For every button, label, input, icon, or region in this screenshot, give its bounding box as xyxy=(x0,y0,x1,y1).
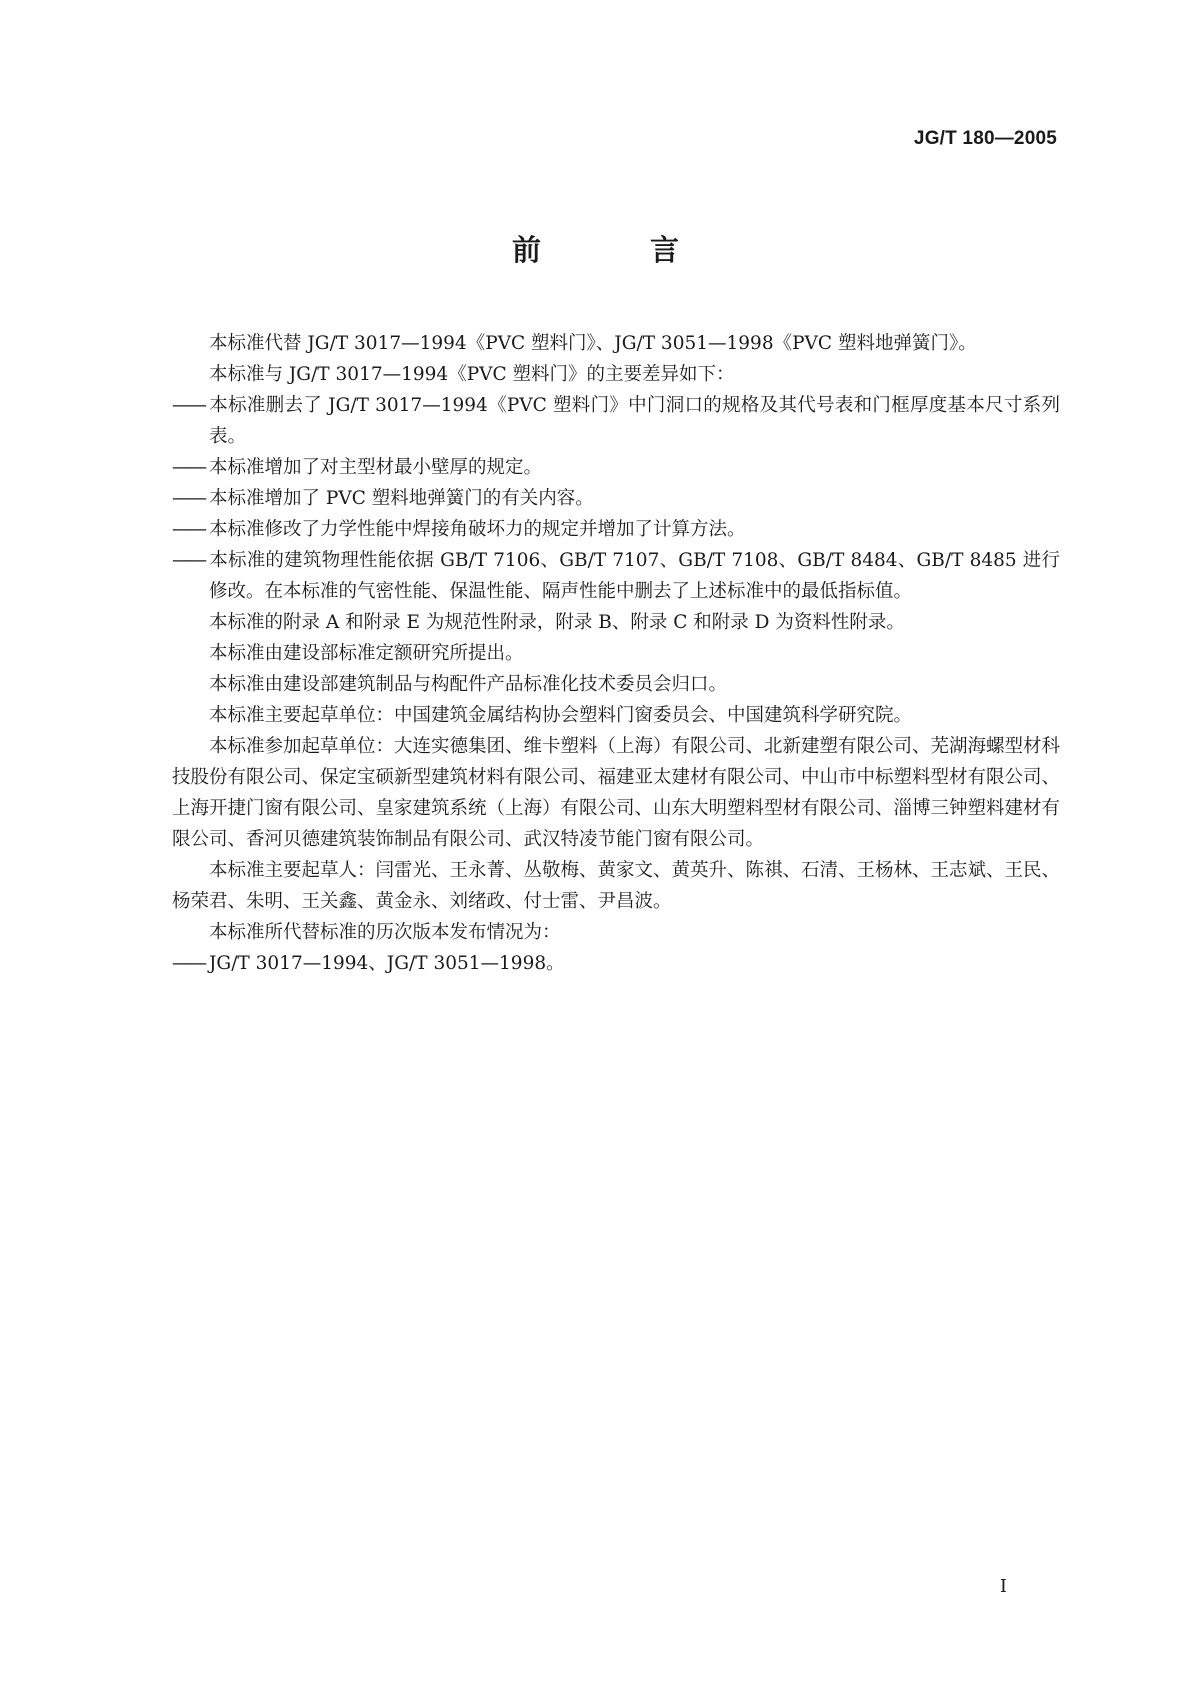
list-item xyxy=(172,545,1060,607)
paragraph-appendices: 本标准的附录 A 和附录 E 为规范性附录，附录 B、附录 C 和附录 D 为资料性附录。 xyxy=(209,612,905,633)
paragraph-proposed-by: 本标准由建设部标准定额研究所提出。 xyxy=(209,643,524,664)
preface-body xyxy=(172,328,1060,979)
page-number: I xyxy=(999,1576,1007,1597)
dash-marker: —— xyxy=(172,550,205,571)
list-item xyxy=(172,948,1060,979)
standard-code: JG/T 180—2005 xyxy=(913,128,1057,149)
list-item xyxy=(172,514,1060,545)
paragraph-history-intro: 本标准所代替标准的历次版本发布情况为： xyxy=(209,922,561,943)
list-item-text: JG/T 3017—1994、JG/T 3051—1998。 xyxy=(209,953,565,974)
dash-marker: —— xyxy=(172,395,205,416)
dash-marker: —— xyxy=(172,457,205,478)
paragraph-centralized-by: 本标准由建设部建筑制品与构配件产品标准化技术委员会归口。 xyxy=(209,674,728,695)
paragraph-differences-intro: 本标准与 JG/T 3017—1994《PVC 塑料门》的主要差异如下： xyxy=(209,364,735,385)
dash-marker: —— xyxy=(172,488,205,509)
list-item-text: 本标准的建筑物理性能依据 GB/T 7106、GB/T 7107、GB/T 7108、GB/T 8484、GB/T 8485 进行修改。在本标准的气密性能、保温性能、隔声性能中删去了上述标准中的最低指标值。 xyxy=(209,550,1060,602)
list-item-text: 本标准删去了 JG/T 3017—1994《PVC 塑料门》中门洞口的规格及其代号表和门框厚度基本尺寸系列表。 xyxy=(209,395,1060,447)
list-item-text: 本标准修改了力学性能中焊接角破坏力的规定并增加了计算方法。 xyxy=(209,519,746,540)
list-item-text: 本标准增加了 PVC 塑料地弹簧门的有关内容。 xyxy=(209,488,594,509)
list-item xyxy=(172,390,1060,452)
list-item xyxy=(172,452,1060,483)
list-item-text: 本标准增加了对主型材最小壁厚的规定。 xyxy=(209,457,543,478)
list-item xyxy=(172,483,1060,514)
page-title: 前 言 xyxy=(511,233,719,267)
paragraph-participating-units: 本标准参加起草单位：大连实德集团、维卡塑料（上海）有限公司、北新建塑有限公司、芜湖海螺型材科技股份有限公司、保定宝硕新型建筑材料有限公司、福建亚太建材有限公司、中山市中标塑料型材有限公司、上海开捷门窗有限公司、皇家建筑系统（上海）有限公司、山东大明塑料型材有限公司、淄博三钟塑料建材有限公司、香河贝德建筑装饰制品有限公司、武汉特凌节能门窗有限公司。 xyxy=(172,736,1061,850)
dash-marker: —— xyxy=(172,519,205,540)
paragraph-replaces: 本标准代替 JG/T 3017—1994《PVC 塑料门》、JG/T 3051—1998《PVC 塑料地弹簧门》。 xyxy=(209,333,977,354)
paragraph-main-drafters: 本标准主要起草人：闫雷光、王永菁、丛敬梅、黄家文、黄英升、陈祺、石清、王杨林、王志斌、王民、杨荣君、朱明、王关鑫、黄金永、刘绪政、付士雷、尹昌波。 xyxy=(172,860,1061,912)
dash-marker: —— xyxy=(172,953,205,974)
paragraph-main-drafters-units: 本标准主要起草单位：中国建筑金属结构协会塑料门窗委员会、中国建筑科学研究院。 xyxy=(209,705,913,726)
